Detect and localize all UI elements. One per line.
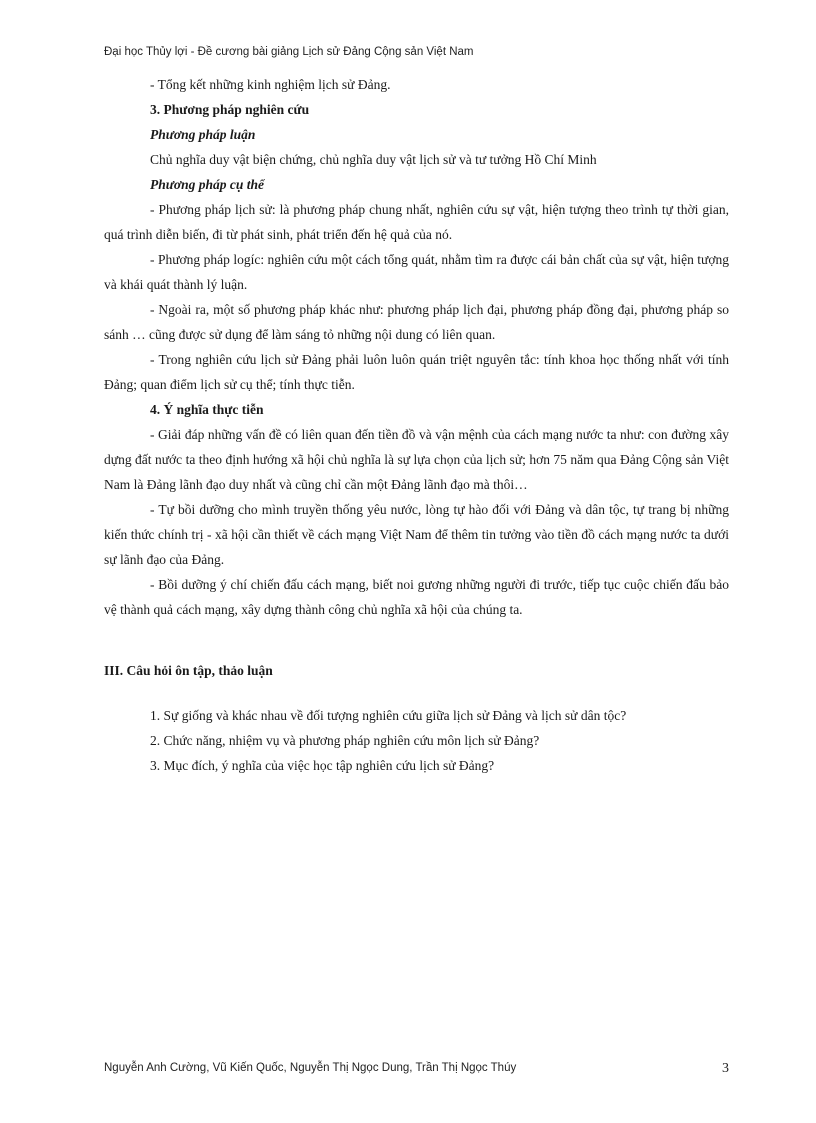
specific-methods-heading: Phương pháp cụ thể [150, 177, 264, 192]
page-footer [104, 1062, 729, 1074]
paragraph-historical-method: - Phương pháp lịch sử: là phương pháp chung nhất, nghiên cứu sự vật, hiện tượng theo trình tự thời gian, quá trình diễn biến, đi từ phát sinh, phát triển đến hệ quả của nó. [104, 202, 729, 242]
paragraph-logical-method: - Phương pháp logíc: nghiên cứu một cách tổng quát, nhằm tìm ra được cái bản chất của sự vật, hiện tượng và khái quát thành lý luận. [104, 252, 729, 292]
part-3-heading: III. Câu hỏi ôn tập, thảo luận [104, 663, 273, 678]
page-content [104, 72, 729, 778]
paragraph-significance-3: - Bồi dưỡng ý chí chiến đấu cách mạng, biết noi gương những người đi trước, tiếp tục cuộc chiến đấu bảo vệ thành quả cách mạng, xây dựng thành công chủ nghĩa xã hội của chúng ta. [104, 577, 729, 617]
list-item: 3. Mục đích, ý nghĩa của việc học tập nghiên cứu lịch sử Đảng? [150, 758, 495, 773]
methodology-heading: Phương pháp luận [150, 127, 256, 142]
paragraph-other-methods: - Ngoài ra, một số phương pháp khác như: phương pháp lịch đại, phương pháp đồng đại, phương pháp so sánh … cũng được sử dụng để làm sáng tỏ những nội dung có liên quan. [104, 302, 729, 342]
footer-authors: Nguyễn Anh Cường, Vũ Kiến Quốc, Nguyễn Thị Ngọc Dung, Trần Thị Ngọc Thúy [104, 1062, 517, 1074]
section-3-heading: 3. Phương pháp nghiên cứu [150, 102, 310, 117]
paragraph-principles: - Trong nghiên cứu lịch sử Đảng phải luôn luôn quán triệt nguyên tắc: tính khoa học thống nhất với tính Đảng; quan điểm lịch sử cụ thể; tính thực tiễn. [104, 352, 729, 392]
page-number: 3 [722, 1061, 729, 1076]
summary-line: - Tổng kết những kinh nghiệm lịch sử Đảng. [150, 77, 391, 92]
spacer [104, 683, 729, 703]
review-questions-list [104, 703, 729, 778]
paragraph-significance-1: - Giải đáp những vấn đề có liên quan đến tiền đồ và vận mệnh của cách mạng nước ta như: con đường xây dựng đất nước ta theo định hướng xã hội chủ nghĩa là sự lựa chọn của lịch sử; hơn 75 năm qua Đảng Cộng sản Việt Nam là Đảng lãnh đạo duy nhất và cũng chỉ cần một Đảng lãnh đạo mà thôi… [104, 427, 729, 492]
section-4-heading: 4. Ý nghĩa thực tiễn [150, 402, 264, 417]
paragraph-significance-2: - Tự bồi dưỡng cho mình truyền thống yêu nước, lòng tự hào đối với Đảng và dân tộc, tự trang bị những kiến thức chính trị - xã hội cần thiết về cách mạng Việt Nam để thêm tin tưởng vào tiền đồ cách mạng nước ta dưới sự lãnh đạo của Đảng. [104, 502, 729, 567]
spacer [104, 622, 729, 658]
list-item: 2. Chức năng, nhiệm vụ và phương pháp nghiên cứu môn lịch sử Đảng? [150, 733, 540, 748]
running-header: Đại học Thủy lợi - Đề cương bài giảng Lịch sử Đảng Cộng sản Việt Nam [104, 46, 474, 58]
methodology-text: Chủ nghĩa duy vật biện chứng, chủ nghĩa duy vật lịch sử và tư tưởng Hồ Chí Minh [150, 152, 597, 167]
list-item: 1. Sự giống và khác nhau về đối tượng nghiên cứu giữa lịch sử Đảng và lịch sử dân tộc? [150, 708, 627, 723]
